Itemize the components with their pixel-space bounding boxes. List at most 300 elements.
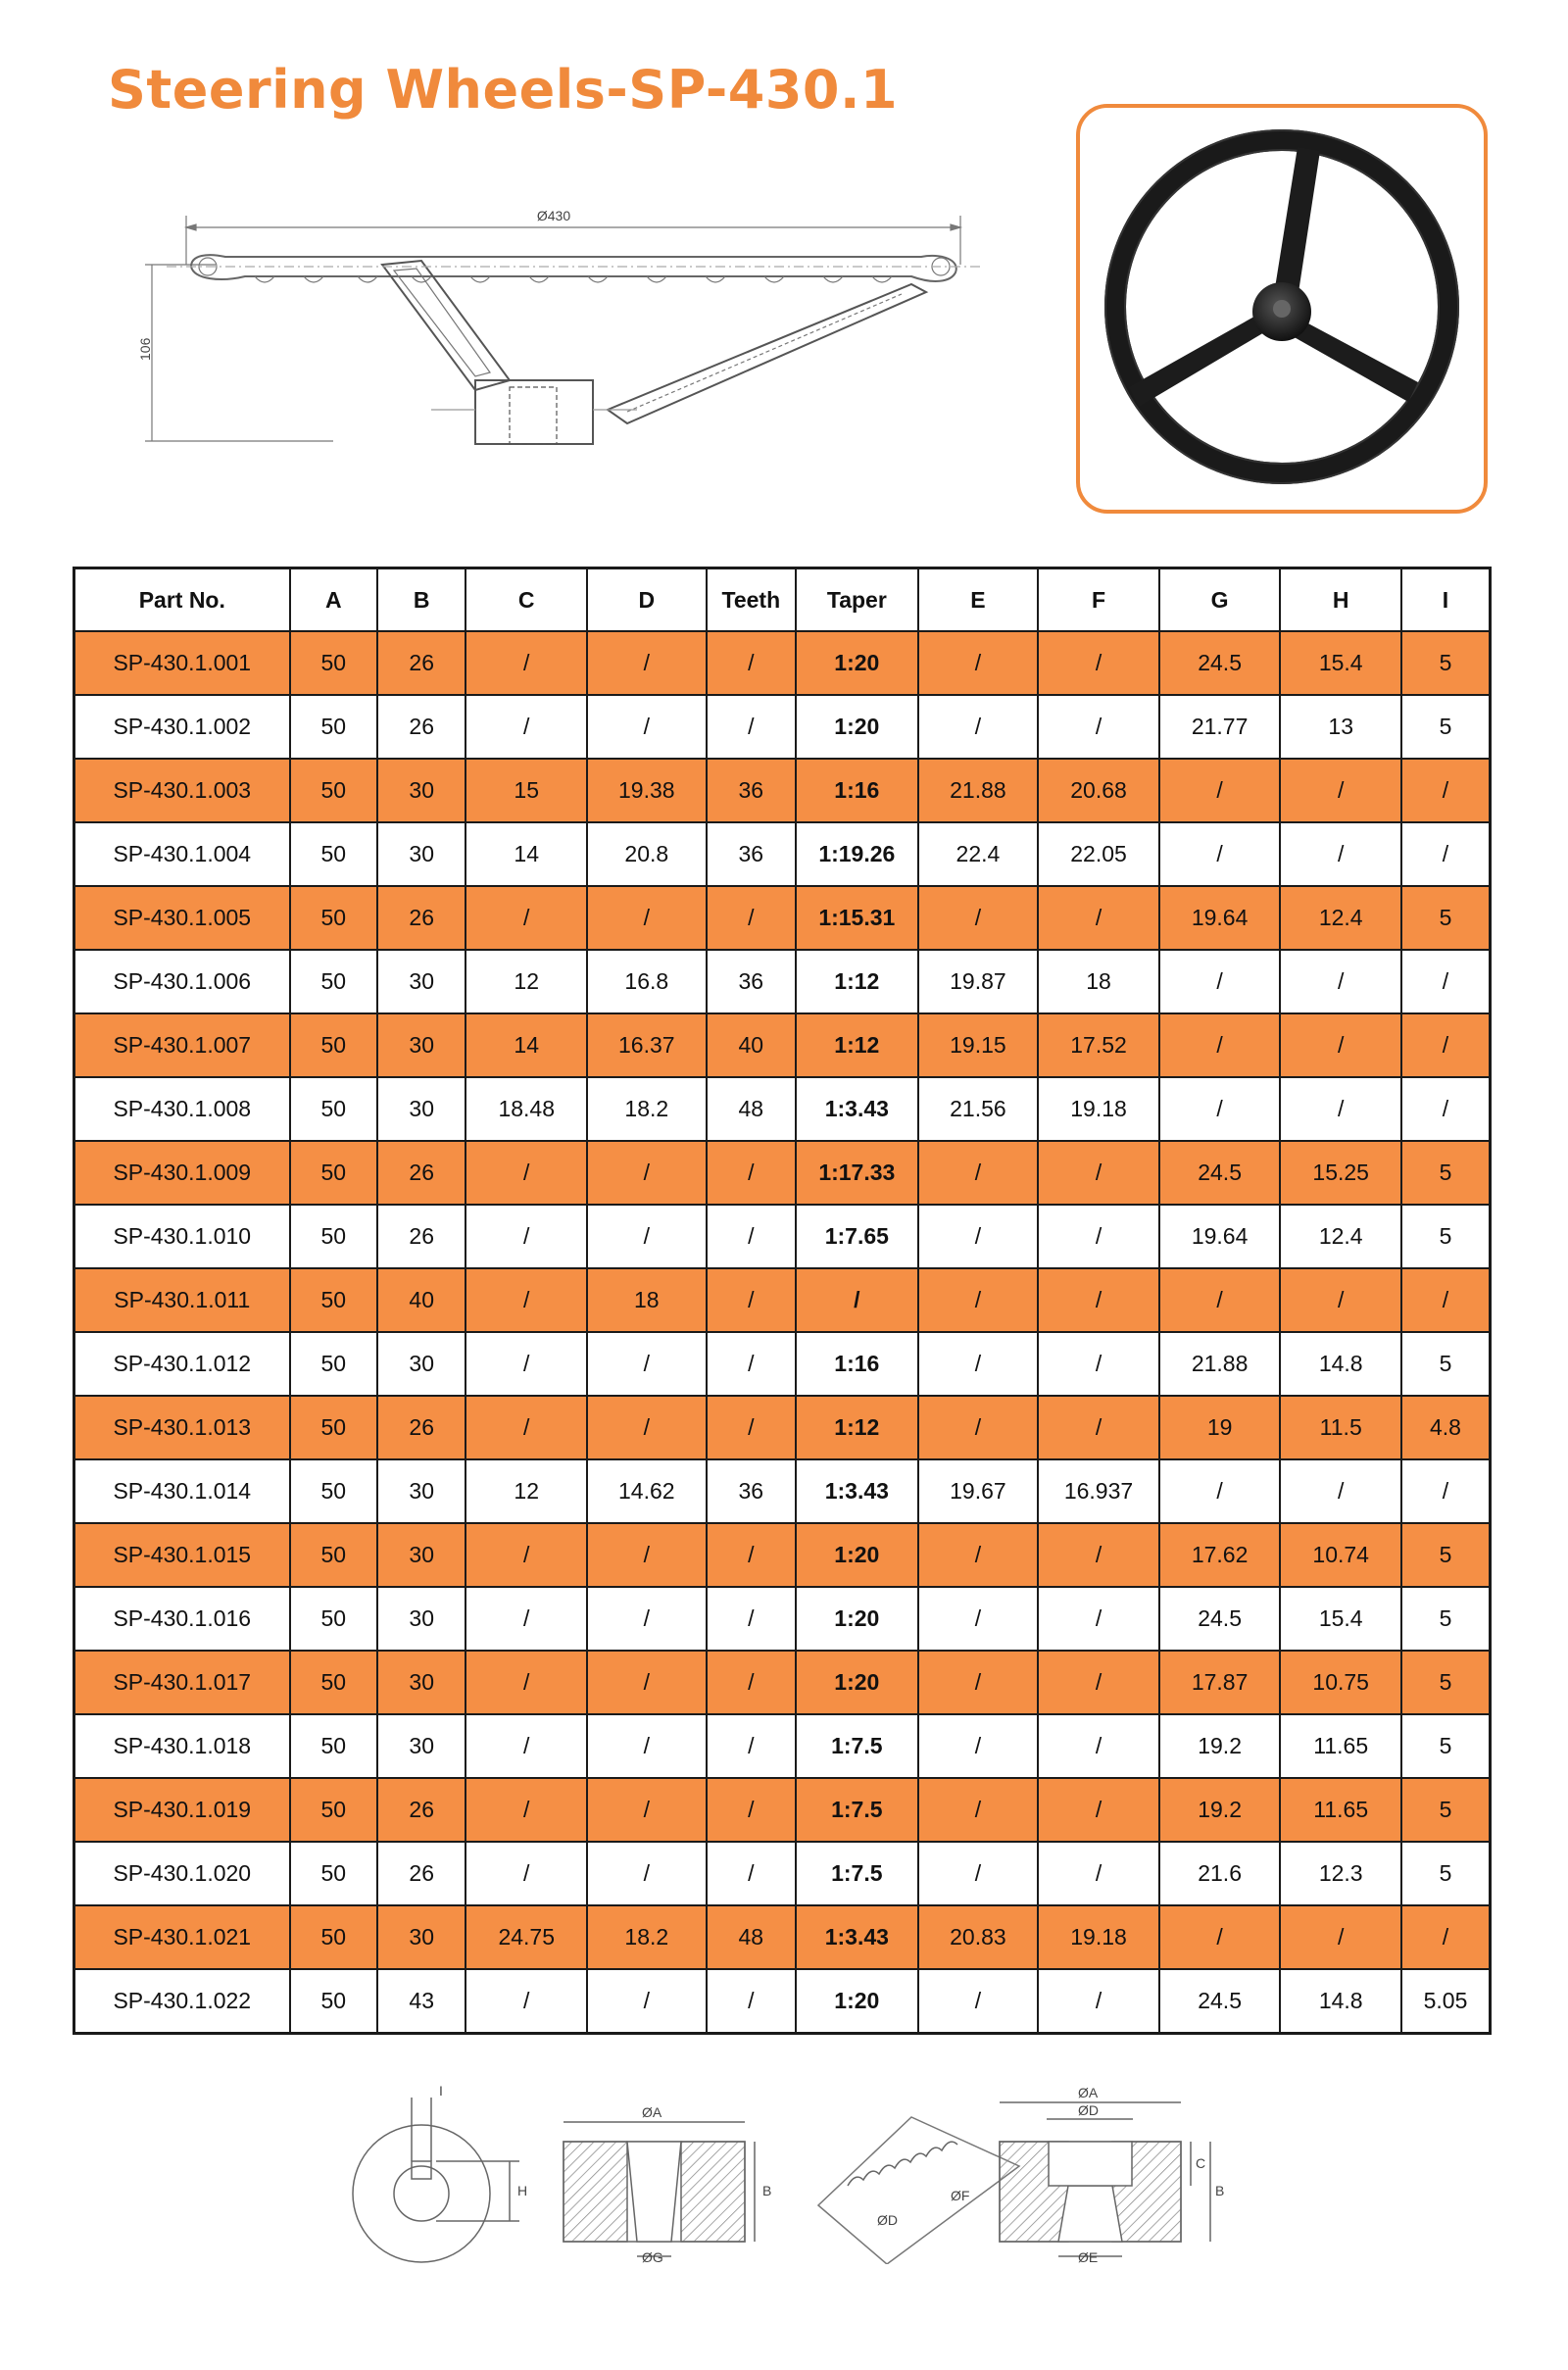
table-cell: 18.2 [587,1077,707,1141]
table-cell: / [918,1714,1039,1778]
table-cell: 12 [466,1459,587,1523]
table-cell: 50 [290,1205,377,1268]
table-row [74,1205,1491,1268]
table-cell: / [1280,1905,1401,1969]
table-cell: / [587,1205,707,1268]
table-cell: 11.5 [1280,1396,1401,1459]
table-cell: 5.05 [1401,1969,1491,2034]
table-body [74,631,1491,2034]
table-cell: 1:3.43 [796,1905,918,1969]
table-cell: / [587,1969,707,2034]
table-cell: 26 [377,695,466,759]
product-photo-frame [1076,104,1488,514]
table-cell: / [707,1268,796,1332]
table-cell: / [1159,759,1281,822]
table-cell: / [918,1205,1039,1268]
table-cell: 15 [466,759,587,822]
table-cell: / [1401,1013,1491,1077]
table-row [74,695,1491,759]
table-cell: 50 [290,1077,377,1141]
table-cell: 20.83 [918,1905,1039,1969]
column-header: G [1159,568,1281,632]
table-cell: 36 [707,1459,796,1523]
diagram-label: ØE [1078,2249,1099,2264]
table-row [74,1587,1491,1651]
table-row [74,1905,1491,1969]
diagram-label: ØG [642,2249,663,2264]
table-cell: 1:17.33 [796,1141,918,1205]
table-cell: / [918,1396,1039,1459]
table-cell: / [1038,1268,1159,1332]
table-cell: / [707,1332,796,1396]
table-row [74,759,1491,822]
table-cell: / [1401,1077,1491,1141]
table-cell: 50 [290,1396,377,1459]
table-row [74,1523,1491,1587]
table-row [74,1778,1491,1842]
table-cell: / [1038,631,1159,695]
table-cell: 50 [290,1587,377,1651]
table-cell: / [918,1141,1039,1205]
table-cell: / [587,1842,707,1905]
table-cell: / [1280,759,1401,822]
table-cell: / [1038,1205,1159,1268]
table-cell: SP-430.1.001 [74,631,290,695]
table-cell: 12.3 [1280,1842,1401,1905]
table-cell: / [466,886,587,950]
table-cell: 16.37 [587,1013,707,1077]
table-cell: 40 [707,1013,796,1077]
table-cell: SP-430.1.018 [74,1714,290,1778]
table-cell: / [587,1141,707,1205]
table-cell: 43 [377,1969,466,2034]
table-cell: SP-430.1.014 [74,1459,290,1523]
table-cell: 30 [377,1523,466,1587]
table-cell: 19.2 [1159,1778,1281,1842]
table-cell: 48 [707,1077,796,1141]
table-cell: 50 [290,759,377,822]
table-cell: / [707,1587,796,1651]
table-cell: 5 [1401,1651,1491,1714]
diagram-label: C [1196,2155,1206,2171]
table-cell: / [796,1268,918,1332]
table-cell: / [466,1523,587,1587]
table-cell: 1:20 [796,1651,918,1714]
table-cell: 19 [1159,1396,1281,1459]
table-cell: 20.8 [587,822,707,886]
table-cell: / [1038,695,1159,759]
table-cell: 50 [290,1459,377,1523]
table-cell: 30 [377,1714,466,1778]
table-cell: 50 [290,1714,377,1778]
table-cell: 1:16 [796,1332,918,1396]
table-cell: / [1401,950,1491,1013]
table-cell: / [918,631,1039,695]
table-cell: 50 [290,631,377,695]
table-cell: 18 [587,1268,707,1332]
page-title: Steering Wheels-SP-430.1 [108,59,899,121]
column-header: H [1280,568,1401,632]
table-cell: 17.87 [1159,1651,1281,1714]
table-cell: 26 [377,1396,466,1459]
diagram-label: ØF [951,2188,970,2203]
table-cell: 15.25 [1280,1141,1401,1205]
table-cell: 5 [1401,695,1491,759]
table-cell: / [707,1714,796,1778]
table-cell: / [1280,1459,1401,1523]
table-cell: / [707,1141,796,1205]
table-cell: 36 [707,759,796,822]
table-cell: / [466,1778,587,1842]
table-cell: SP-430.1.020 [74,1842,290,1905]
table-cell: 30 [377,1651,466,1714]
dimension-detail-diagrams [323,2068,1245,2264]
table-cell: 30 [377,1077,466,1141]
table-cell: 20.68 [1038,759,1159,822]
table-cell: / [587,1714,707,1778]
table-row [74,1714,1491,1778]
table-cell: 18.2 [587,1905,707,1969]
table-cell: / [1159,1013,1281,1077]
table-cell: SP-430.1.007 [74,1013,290,1077]
table-cell: / [707,1523,796,1587]
table-cell: / [1159,1077,1281,1141]
table-cell: / [1038,1396,1159,1459]
table-cell: SP-430.1.009 [74,1141,290,1205]
table-row [74,822,1491,886]
column-header: E [918,568,1039,632]
table-cell: 5 [1401,1714,1491,1778]
table-row [74,1969,1491,2034]
table-cell: 30 [377,1587,466,1651]
table-row [74,1459,1491,1523]
table-cell: / [1401,1459,1491,1523]
table-cell: 19.67 [918,1459,1039,1523]
height-label: 106 [137,337,153,361]
table-cell: / [918,1332,1039,1396]
table-cell: 19.64 [1159,1205,1281,1268]
table-cell: / [1038,1523,1159,1587]
table-cell: / [587,695,707,759]
column-header: F [1038,568,1159,632]
table-cell: / [1038,1587,1159,1651]
table-cell: 26 [377,1842,466,1905]
table-cell: 17.62 [1159,1523,1281,1587]
table-cell: 5 [1401,1587,1491,1651]
table-cell: / [1159,950,1281,1013]
table-cell: / [587,1332,707,1396]
column-header: C [466,568,587,632]
table-cell: 50 [290,1013,377,1077]
table-cell: 50 [290,1141,377,1205]
column-header: B [377,568,466,632]
table-cell: / [466,1332,587,1396]
table-cell: / [1401,1905,1491,1969]
table-cell: 1:7.5 [796,1778,918,1842]
table-row [74,1396,1491,1459]
diagram-label: ØA [1078,2085,1099,2100]
table-cell: 30 [377,950,466,1013]
table-cell: 11.65 [1280,1714,1401,1778]
table-cell: 12 [466,950,587,1013]
table-cell: 22.05 [1038,822,1159,886]
table-cell: 21.88 [918,759,1039,822]
table-cell: / [1401,759,1491,822]
table-cell: 24.75 [466,1905,587,1969]
table-cell: / [918,886,1039,950]
table-cell: / [587,1523,707,1587]
column-header: Part No. [74,568,290,632]
table-cell: 5 [1401,886,1491,950]
table-row [74,1077,1491,1141]
table-cell: 50 [290,1969,377,2034]
table-cell: / [587,1396,707,1459]
table-cell: / [587,1778,707,1842]
table-cell: 36 [707,822,796,886]
table-cell: / [466,1587,587,1651]
table-cell: 1:3.43 [796,1459,918,1523]
table-cell: / [466,1141,587,1205]
table-cell: SP-430.1.015 [74,1523,290,1587]
table-cell: SP-430.1.017 [74,1651,290,1714]
table-cell: 22.4 [918,822,1039,886]
diagram-label: B [762,2183,772,2198]
table-cell: 14.8 [1280,1332,1401,1396]
column-header: Taper [796,568,918,632]
table-cell: 5 [1401,1523,1491,1587]
table-cell: 30 [377,1905,466,1969]
table-cell: / [466,1268,587,1332]
diagram-label: H [517,2183,528,2198]
table-cell: 1:20 [796,1969,918,2034]
table-cell: / [587,631,707,695]
table-cell: / [918,1268,1039,1332]
table-cell: 50 [290,886,377,950]
table-cell: / [1280,1013,1401,1077]
table-cell: 19.2 [1159,1714,1281,1778]
table-cell: 16.8 [587,950,707,1013]
table-cell: / [1038,1778,1159,1842]
table-cell: 5 [1401,631,1491,695]
table-cell: 14 [466,822,587,886]
table-cell: 1:12 [796,950,918,1013]
table-cell: / [1280,1077,1401,1141]
table-cell: / [466,1969,587,2034]
table-cell: 18.48 [466,1077,587,1141]
table-cell: 15.4 [1280,631,1401,695]
column-header: A [290,568,377,632]
table-cell: 11.65 [1280,1778,1401,1842]
table-cell: SP-430.1.011 [74,1268,290,1332]
table-cell: 12.4 [1280,1205,1401,1268]
table-cell: 5 [1401,1205,1491,1268]
table-cell: 5 [1401,1332,1491,1396]
diagram-label: B [1215,2183,1225,2198]
table-cell: / [587,1587,707,1651]
table-cell: / [707,1205,796,1268]
table-cell: 26 [377,631,466,695]
table-cell: 14.8 [1280,1969,1401,2034]
table-cell: 19.18 [1038,1077,1159,1141]
table-cell: / [707,1969,796,2034]
table-cell: / [466,1396,587,1459]
table-cell: SP-430.1.005 [74,886,290,950]
table-cell: 21.6 [1159,1842,1281,1905]
diameter-label: Ø430 [536,208,571,223]
table-cell: / [1280,950,1401,1013]
table-cell: 19.15 [918,1013,1039,1077]
table-cell: / [1159,1905,1281,1969]
table-cell: / [1280,822,1401,886]
table-cell: / [1159,1268,1281,1332]
diagram-label: ØA [642,2104,662,2120]
table-cell: 1:16 [796,759,918,822]
table-cell: 50 [290,1905,377,1969]
table-cell: 18 [1038,950,1159,1013]
table-cell: / [1038,1714,1159,1778]
table-cell: / [1038,1842,1159,1905]
table-cell: / [707,1842,796,1905]
table-cell: 1:20 [796,695,918,759]
steering-wheel-image [1080,108,1484,510]
table-cell: 30 [377,759,466,822]
table-cell: 14.62 [587,1459,707,1523]
table-cell: / [707,695,796,759]
table-cell: 50 [290,1778,377,1842]
diagram-label: ØD [877,2212,898,2228]
table-cell: SP-430.1.016 [74,1587,290,1651]
table-row [74,886,1491,950]
table-cell: 26 [377,886,466,950]
table-cell: 40 [377,1268,466,1332]
table-cell: 26 [377,1141,466,1205]
table-cell: 19.18 [1038,1905,1159,1969]
table-cell: / [707,886,796,950]
table-cell: / [587,1651,707,1714]
table-cell: 24.5 [1159,1969,1281,2034]
table-cell: 1:20 [796,1587,918,1651]
table-cell: SP-430.1.002 [74,695,290,759]
column-header: I [1401,568,1491,632]
table-row [74,1268,1491,1332]
table-cell: 24.5 [1159,1587,1281,1651]
table-cell: 30 [377,1332,466,1396]
table-cell: / [1401,822,1491,886]
table-cell: / [587,886,707,950]
table-cell: / [707,1651,796,1714]
table-cell: SP-430.1.004 [74,822,290,886]
table-header-row [74,568,1491,632]
table-cell: 10.75 [1280,1651,1401,1714]
table-cell: 1:15.31 [796,886,918,950]
table-cell: 21.56 [918,1077,1039,1141]
table-cell: 50 [290,822,377,886]
table-cell: / [918,1969,1039,2034]
table-cell: / [1401,1268,1491,1332]
table-cell: 10.74 [1280,1523,1401,1587]
table-cell: 50 [290,1523,377,1587]
table-cell: SP-430.1.008 [74,1077,290,1141]
table-cell: / [707,1396,796,1459]
table-cell: SP-430.1.003 [74,759,290,822]
diagram-label: I [439,2083,443,2098]
table-cell: 14 [466,1013,587,1077]
table-cell: 50 [290,1651,377,1714]
column-header: Teeth [707,568,796,632]
column-header: D [587,568,707,632]
table-cell: / [918,1778,1039,1842]
table-cell: / [466,1842,587,1905]
table-cell: 1:12 [796,1013,918,1077]
table-cell: / [918,1651,1039,1714]
table-row [74,1013,1491,1077]
table-cell: 50 [290,950,377,1013]
table-cell: / [707,631,796,695]
table-cell: / [1038,1651,1159,1714]
table-cell: 50 [290,695,377,759]
table-cell: / [918,695,1039,759]
table-cell: SP-430.1.019 [74,1778,290,1842]
table-row [74,1842,1491,1905]
table-cell: / [1038,886,1159,950]
table-cell: 50 [290,1268,377,1332]
table-row [74,1332,1491,1396]
table-cell: / [1038,1141,1159,1205]
diagram-label: ØD [1078,2102,1099,2118]
table-cell: SP-430.1.021 [74,1905,290,1969]
table-cell: / [918,1523,1039,1587]
table-cell: SP-430.1.012 [74,1332,290,1396]
table-row [74,1141,1491,1205]
table-cell: / [466,1205,587,1268]
table-cell: / [1038,1969,1159,2034]
table-cell: SP-430.1.022 [74,1969,290,2034]
table-cell: 50 [290,1332,377,1396]
table-row [74,631,1491,695]
table-cell: / [466,1651,587,1714]
table-cell: 26 [377,1205,466,1268]
table-cell: 19.64 [1159,886,1281,950]
table-cell: 21.77 [1159,695,1281,759]
table-cell: 15.4 [1280,1587,1401,1651]
table-cell: 13 [1280,695,1401,759]
table-cell: 4.8 [1401,1396,1491,1459]
table-cell: SP-430.1.010 [74,1205,290,1268]
table-cell: / [918,1587,1039,1651]
table-cell: SP-430.1.006 [74,950,290,1013]
table-cell: 5 [1401,1842,1491,1905]
table-cell: 1:3.43 [796,1077,918,1141]
table-cell: 19.38 [587,759,707,822]
table-cell: 24.5 [1159,631,1281,695]
table-cell: / [918,1842,1039,1905]
table-cell: 30 [377,1013,466,1077]
table-cell: 1:19.26 [796,822,918,886]
table-cell: / [707,1778,796,1842]
table-cell: 21.88 [1159,1332,1281,1396]
table-cell: 1:7.5 [796,1842,918,1905]
table-cell: 36 [707,950,796,1013]
table-cell: 1:7.65 [796,1205,918,1268]
table-cell: 16.937 [1038,1459,1159,1523]
table-cell: 24.5 [1159,1141,1281,1205]
table-cell: / [1038,1332,1159,1396]
table-cell: / [466,631,587,695]
table-cell: 26 [377,1778,466,1842]
table-cell: / [1280,1268,1401,1332]
table-cell: 48 [707,1905,796,1969]
table-cell: / [466,1714,587,1778]
